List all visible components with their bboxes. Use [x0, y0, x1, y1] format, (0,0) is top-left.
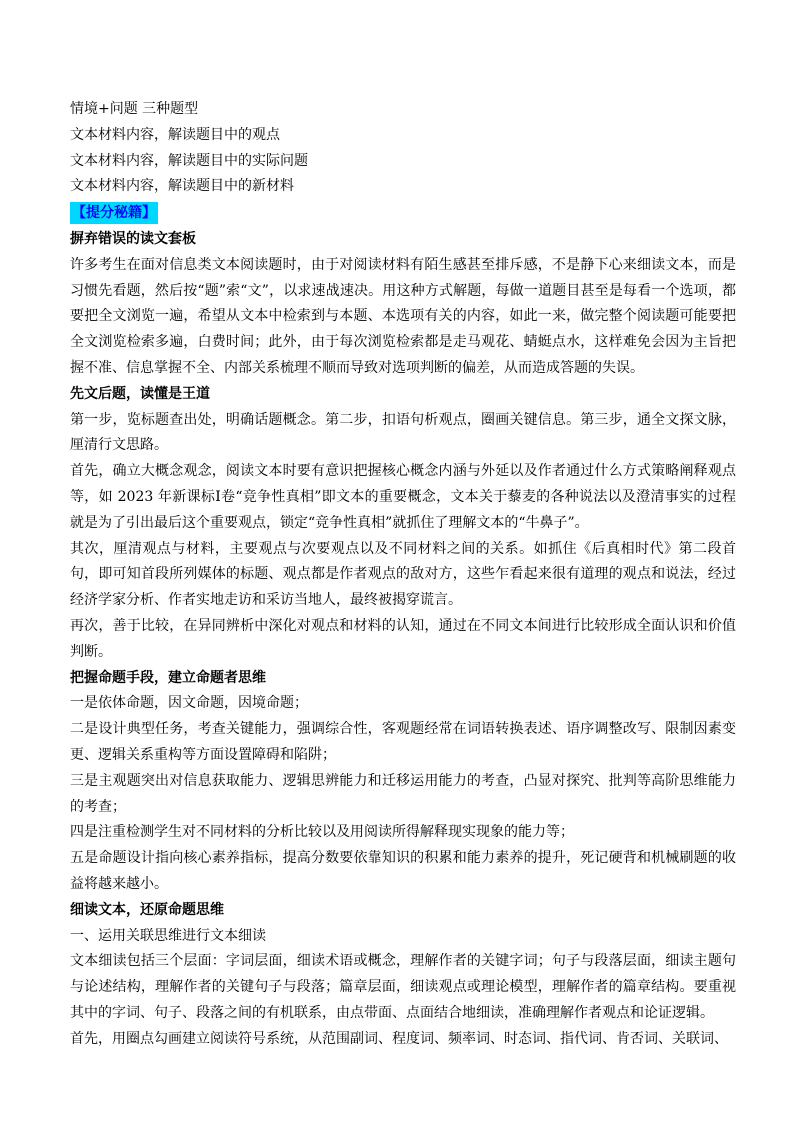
subheading: 一、运用关联思维进行文本细读	[70, 927, 266, 944]
paragraph: 再次，善于比较，在异同辨析中深化对观点和材料的认知，通过在不同文本间进行比较形成全面认识和价值判断。	[70, 617, 736, 660]
intro-line: 文本材料内容，解读题目中的观点	[70, 126, 280, 143]
section-tag: 【提分秘籍】	[70, 202, 158, 224]
section-heading: 把握命题手段，建立命题者思维	[70, 669, 266, 686]
paragraph: 其次，厘清观点与材料，主要观点与次要观点以及不同材料之间的关系。如抓住《后真相时代》第二段首句，即可知首段所列媒体的标题、观点都是作者观点的敌对方，这些乍看起来很有道理的观点和说法，经过经济学家分析、作者实地走访和采访当地人，最终被揭穿谎言。	[70, 540, 736, 609]
paragraph: 第一步，览标题查出处，明确话题概念。第二步，扣语句析观点，圈画关键信息。第三步，通全文探文脉，厘清行文思路。	[70, 411, 736, 454]
paragraph: 首先，用圈点勾画建立阅读符号系统，从范围副词、程度词、频率词、时态词、指代词、肯否词、关联词、	[70, 1030, 728, 1047]
document-page	[70, 97, 736, 1052]
paragraph: 一是依体命题，因文命题，因境命题；	[70, 695, 308, 712]
paragraph: 三是主观题突出对信息获取能力、逻辑思辨能力和迁移运用能力的考查，凸显对探究、批判等高阶思维能力的考查；	[70, 772, 736, 815]
paragraph: 首先，确立大概念观念，阅读文本时要有意识把握核心概念内涵与外延以及作者通过什么方式策略阐释观点等，如 2023 年新课标Ⅰ卷“竞争性真相”即文本的重要概念，文本关于藜麦的各种说法以及澄清事实的过程就是为了引出最后这个重要观点，锁定“竞争性真相”就抓住了理解文本的“牛鼻子”。	[70, 463, 736, 531]
intro-line: 文本材料内容，解读题目中的实际问题	[70, 152, 308, 169]
section-tag-wrapper	[70, 200, 736, 227]
paragraph: 许多考生在面对信息类文本阅读题时，由于对阅读材料有陌生感甚至排斥感，不是静下心来细读文本，而是习惯先看题，然后按“题”索“文”，以求速战速决。用这种方式解题，每做一道题目甚至是每看一个选项，都要把全文浏览一遍，希望从文本中检索到与本题、本选项有关的内容，如此一来，做完整个阅读题可能要把全文浏览检索多遍，白费时间；此外，由于每次浏览检索都是走马观花、蜻蜓点水，这样难免会因为主旨把握不准、信息掌握不全、内部关系梳理不顺而导致对选项判断的偏差，从而造成答题的失误。	[70, 256, 736, 376]
paragraph: 四是注重检测学生对不同材料的分析比较以及用阅读所得解释现实现象的能力等；	[70, 824, 574, 841]
section-heading: 细读文本，还原命题思维	[70, 901, 224, 918]
paragraph: 二是设计典型任务，考查关键能力，强调综合性，客观题经常在词语转换表述、语序调整改写、限制因素变更、逻辑关系重构等方面设置障碍和陷阱；	[70, 721, 736, 763]
intro-line: 情境+问题 三种题型	[70, 101, 199, 117]
section-heading: 摒弃错误的读文套板	[70, 230, 196, 247]
paragraph: 五是命题设计指向核心素养指标，提高分数要依靠知识的积累和能力素养的提升，死记硬背和机械刷题的收益将越来越小。	[70, 850, 736, 892]
paragraph: 文本细读包括三个层面：字词层面，细读术语或概念，理解作者的关键字词；句子与段落层面，细读主题句与论述结构，理解作者的关键句子与段落；篇章层面，细读观点或理论模型，理解作者的篇章结构。要重视其中的字词、句子、段落之间的有机联系，由点带面、点面结合地细读，准确理解作者观点和论证逻辑。	[70, 953, 736, 1021]
section-heading: 先文后题，读懂是王道	[70, 385, 210, 402]
intro-line: 文本材料内容，解读题目中的新材料	[70, 178, 294, 195]
